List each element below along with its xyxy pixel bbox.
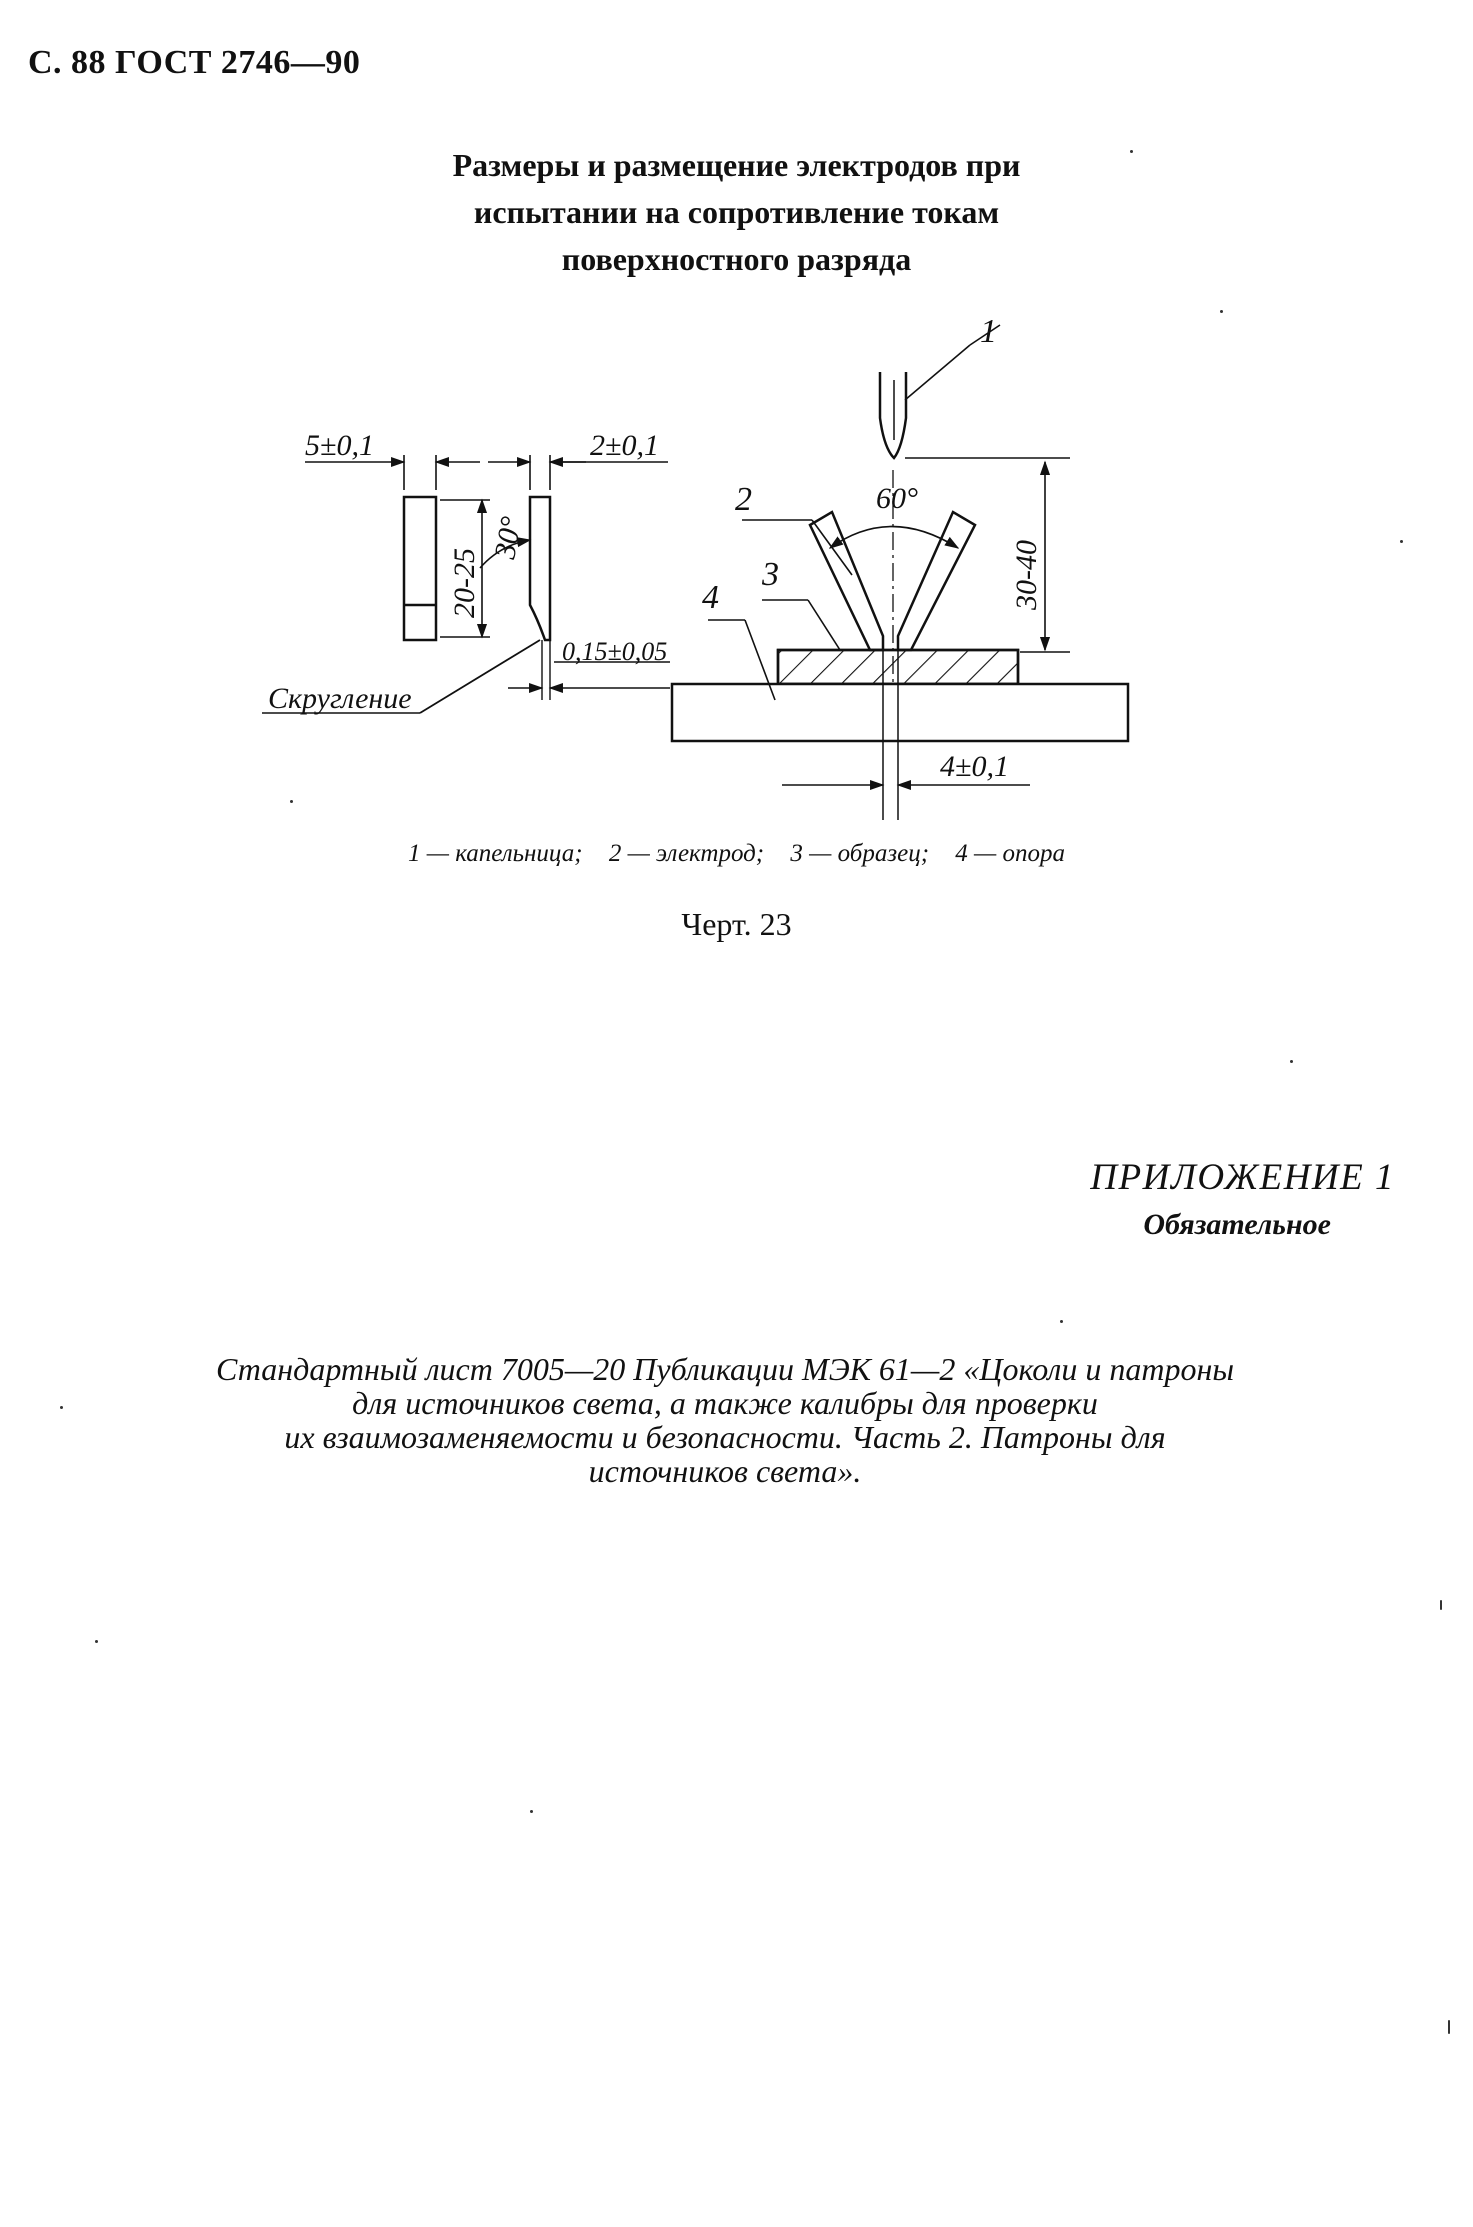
electrode-side-view xyxy=(530,497,550,640)
figure-caption: Черт. 23 xyxy=(681,906,792,942)
figure-title-line: испытании на сопротивление токам xyxy=(473,194,1000,230)
legend-item: 4 — опора xyxy=(955,840,1066,867)
dim-height: 30-40 xyxy=(1010,540,1043,610)
scan-speck xyxy=(1448,2020,1450,2034)
scan-speck xyxy=(1220,310,1223,313)
appendix-body-line: их взаимозаменяемости и безопасности. Часть 2. Патроны для xyxy=(284,1419,1166,1455)
dim-tip: 0,15±0,05 xyxy=(562,637,668,666)
dim-angle-60: 60° xyxy=(876,482,918,515)
page-header: С. 88 ГОСТ 2746—90 xyxy=(28,44,361,81)
rounding-label: Скругление xyxy=(268,682,412,715)
figure-title-line: поверхностного разряда xyxy=(561,241,912,277)
figure-legend xyxy=(0,840,1473,868)
scan-speck xyxy=(1060,1320,1063,1323)
appendix-status: Обязательное xyxy=(1143,1208,1331,1241)
technical-drawing xyxy=(0,0,1473,900)
legend-item: 2 — электрод; xyxy=(608,840,765,867)
appendix-body-line: источников света». xyxy=(588,1453,862,1489)
electrode-front-view xyxy=(404,497,436,640)
appendix-body xyxy=(90,1352,1360,1488)
dim-angle-30: 30° xyxy=(488,514,529,562)
dim-width-2: 2±0,1 xyxy=(590,429,659,462)
electrode-right xyxy=(898,512,975,650)
scan-speck xyxy=(530,1810,533,1813)
legend-item: 1 — капельница; xyxy=(407,840,583,867)
dim-length: 20-25 xyxy=(448,548,481,618)
test-setup-right xyxy=(672,325,1128,820)
appendix-body-line: Стандартный лист 7005—20 Публикации МЭК 61—2 «Цоколи и патроны xyxy=(215,1351,1235,1387)
scan-speck xyxy=(1290,1060,1293,1063)
scan-speck xyxy=(60,1406,63,1409)
scan-speck xyxy=(1440,1600,1442,1610)
scan-speck xyxy=(1400,540,1403,543)
callout-2: 2 xyxy=(735,481,752,518)
figure-title-line: Размеры и размещение электродов при xyxy=(452,147,1021,183)
legend-item: 3 — образец; xyxy=(790,840,930,867)
appendix-title: ПРИЛОЖЕНИЕ 1 xyxy=(1090,1157,1395,1198)
callout-1: 1 xyxy=(980,313,997,350)
support xyxy=(672,684,1128,741)
dropper xyxy=(880,372,906,458)
callout-4: 4 xyxy=(702,579,719,616)
callout-3: 3 xyxy=(762,556,779,593)
dim-width-5: 5±0,1 xyxy=(305,429,374,462)
scan-speck xyxy=(290,800,293,803)
scan-speck xyxy=(95,1640,98,1643)
appendix-body-line: для источников света, а также калибры для проверки xyxy=(352,1385,1098,1421)
dim-gap: 4±0,1 xyxy=(940,750,1009,783)
scan-speck xyxy=(1130,150,1133,153)
